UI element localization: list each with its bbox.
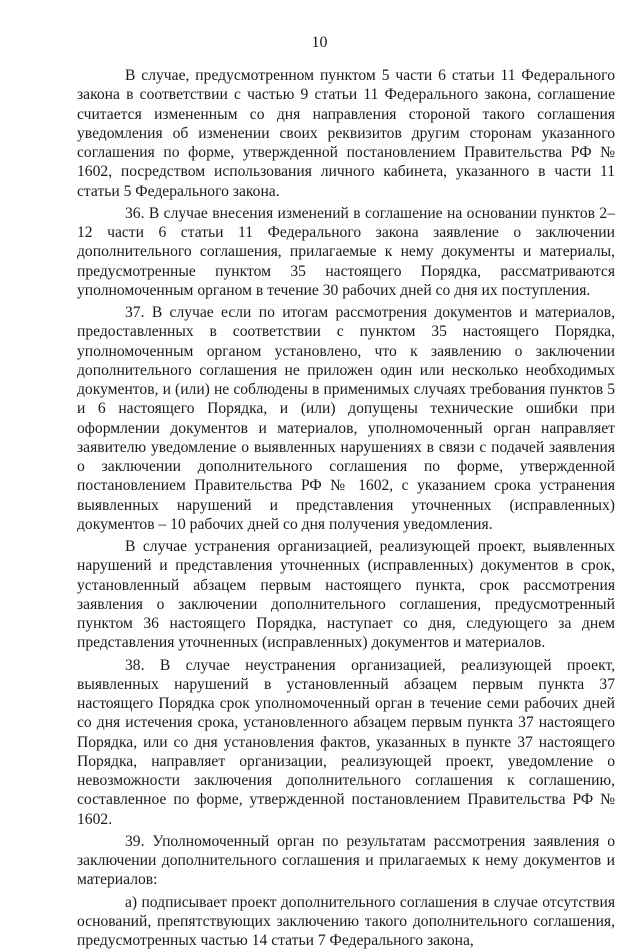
paragraph-clause-37: 37. В случае если по итогам рассмотрения документов и материалов, предоставленных в соответствии с пунктом 35 настоящего Порядка, уполномоченным органом установлено, что к заявлению о заключении дополнительного соглашения не приложен один или несколько необходимых документов, и (или) не соблюдены в применимых случаях требования пунктов 5 и 6 настоящего Порядка, и (или) допущены технические ошибки при оформлении документов и материалов, уполномоченный орган направляет заявителю уведомление о выявленных нарушениях в связи с подачей заявления о заключении дополнительного соглашения по форме, утвержденной постановлением Правительства РФ № 1602, с указанием срока устранения выявленных нарушений и представления уточненных (исправленных) документов – 10 рабочих дней со дня получения уведомления. (77, 303, 615, 534)
paragraph-clause-39-a: а) подписывает проект дополнительного соглашения в случае отсутствия оснований, препятствующих заключению такого дополнительного соглашения, предусмотренных частью 14 статьи 7 Федерального закона, (77, 893, 615, 950)
paragraph-clause-38: 38. В случае неустранения организацией, реализующей проект, выявленных нарушений в установленный абзацем первым пункта 37 настоящего Порядка срок уполномоченный орган в течение семи рабочих дней со дня истечения срока, установленного абзацем первым пункта 37 настоящего Порядка, или со дня установления фактов, указанных в пункте 37 настоящего Порядка, направляет организации, реализующей проект, уведомление о невозможности заключения дополнительного соглашения к соглашению, составленное по форме, утвержденной постановлением Правительства РФ № 1602. (77, 656, 615, 829)
paragraph-clause-39: 39. Уполномоченный орган по результатам рассмотрения заявления о заключении дополнительного соглашения и прилагаемых к нему документов и материалов: (77, 832, 615, 890)
paragraph-clause-36: 36. В случае внесения изменений в соглашение на основании пунктов 2–12 части 6 статьи 11 Федерального закона заявление о заключении дополнительного соглашения, прилагаемые к нему документы и материалы, предусмотренные пунктом 35 настоящего Порядка, рассматриваются уполномоченным органом в течение 30 рабочих дней со дня их поступления. (77, 204, 615, 300)
document-body (77, 66, 615, 950)
paragraph-clause-37-second: В случае устранения организацией, реализующей проект, выявленных нарушений и представления уточненных (исправленных) документов в срок, установленный абзацем первым настоящего пункта, срок рассмотрения заявления о заключении дополнительного соглашения, предусмотренный пунктом 36 настоящего Порядка, наступает со дня, следующего за днем представления уточненных (исправленных) документов и материалов. (77, 537, 615, 653)
page-number: 10 (0, 34, 639, 52)
paragraph-clause-35-continuation: В случае, предусмотренном пунктом 5 части 6 статьи 11 Федерального закона в соответствии с частью 9 статьи 11 Федерального закона, соглашение считается измененным со дня направления стороной такого соглашения уведомления об изменении своих реквизитов другим сторонам указанного соглашения по форме, утвержденной постановлением Правительства РФ № 1602, посредством использования личного кабинета, указанного в части 11 статьи 5 Федерального закона. (77, 66, 615, 201)
